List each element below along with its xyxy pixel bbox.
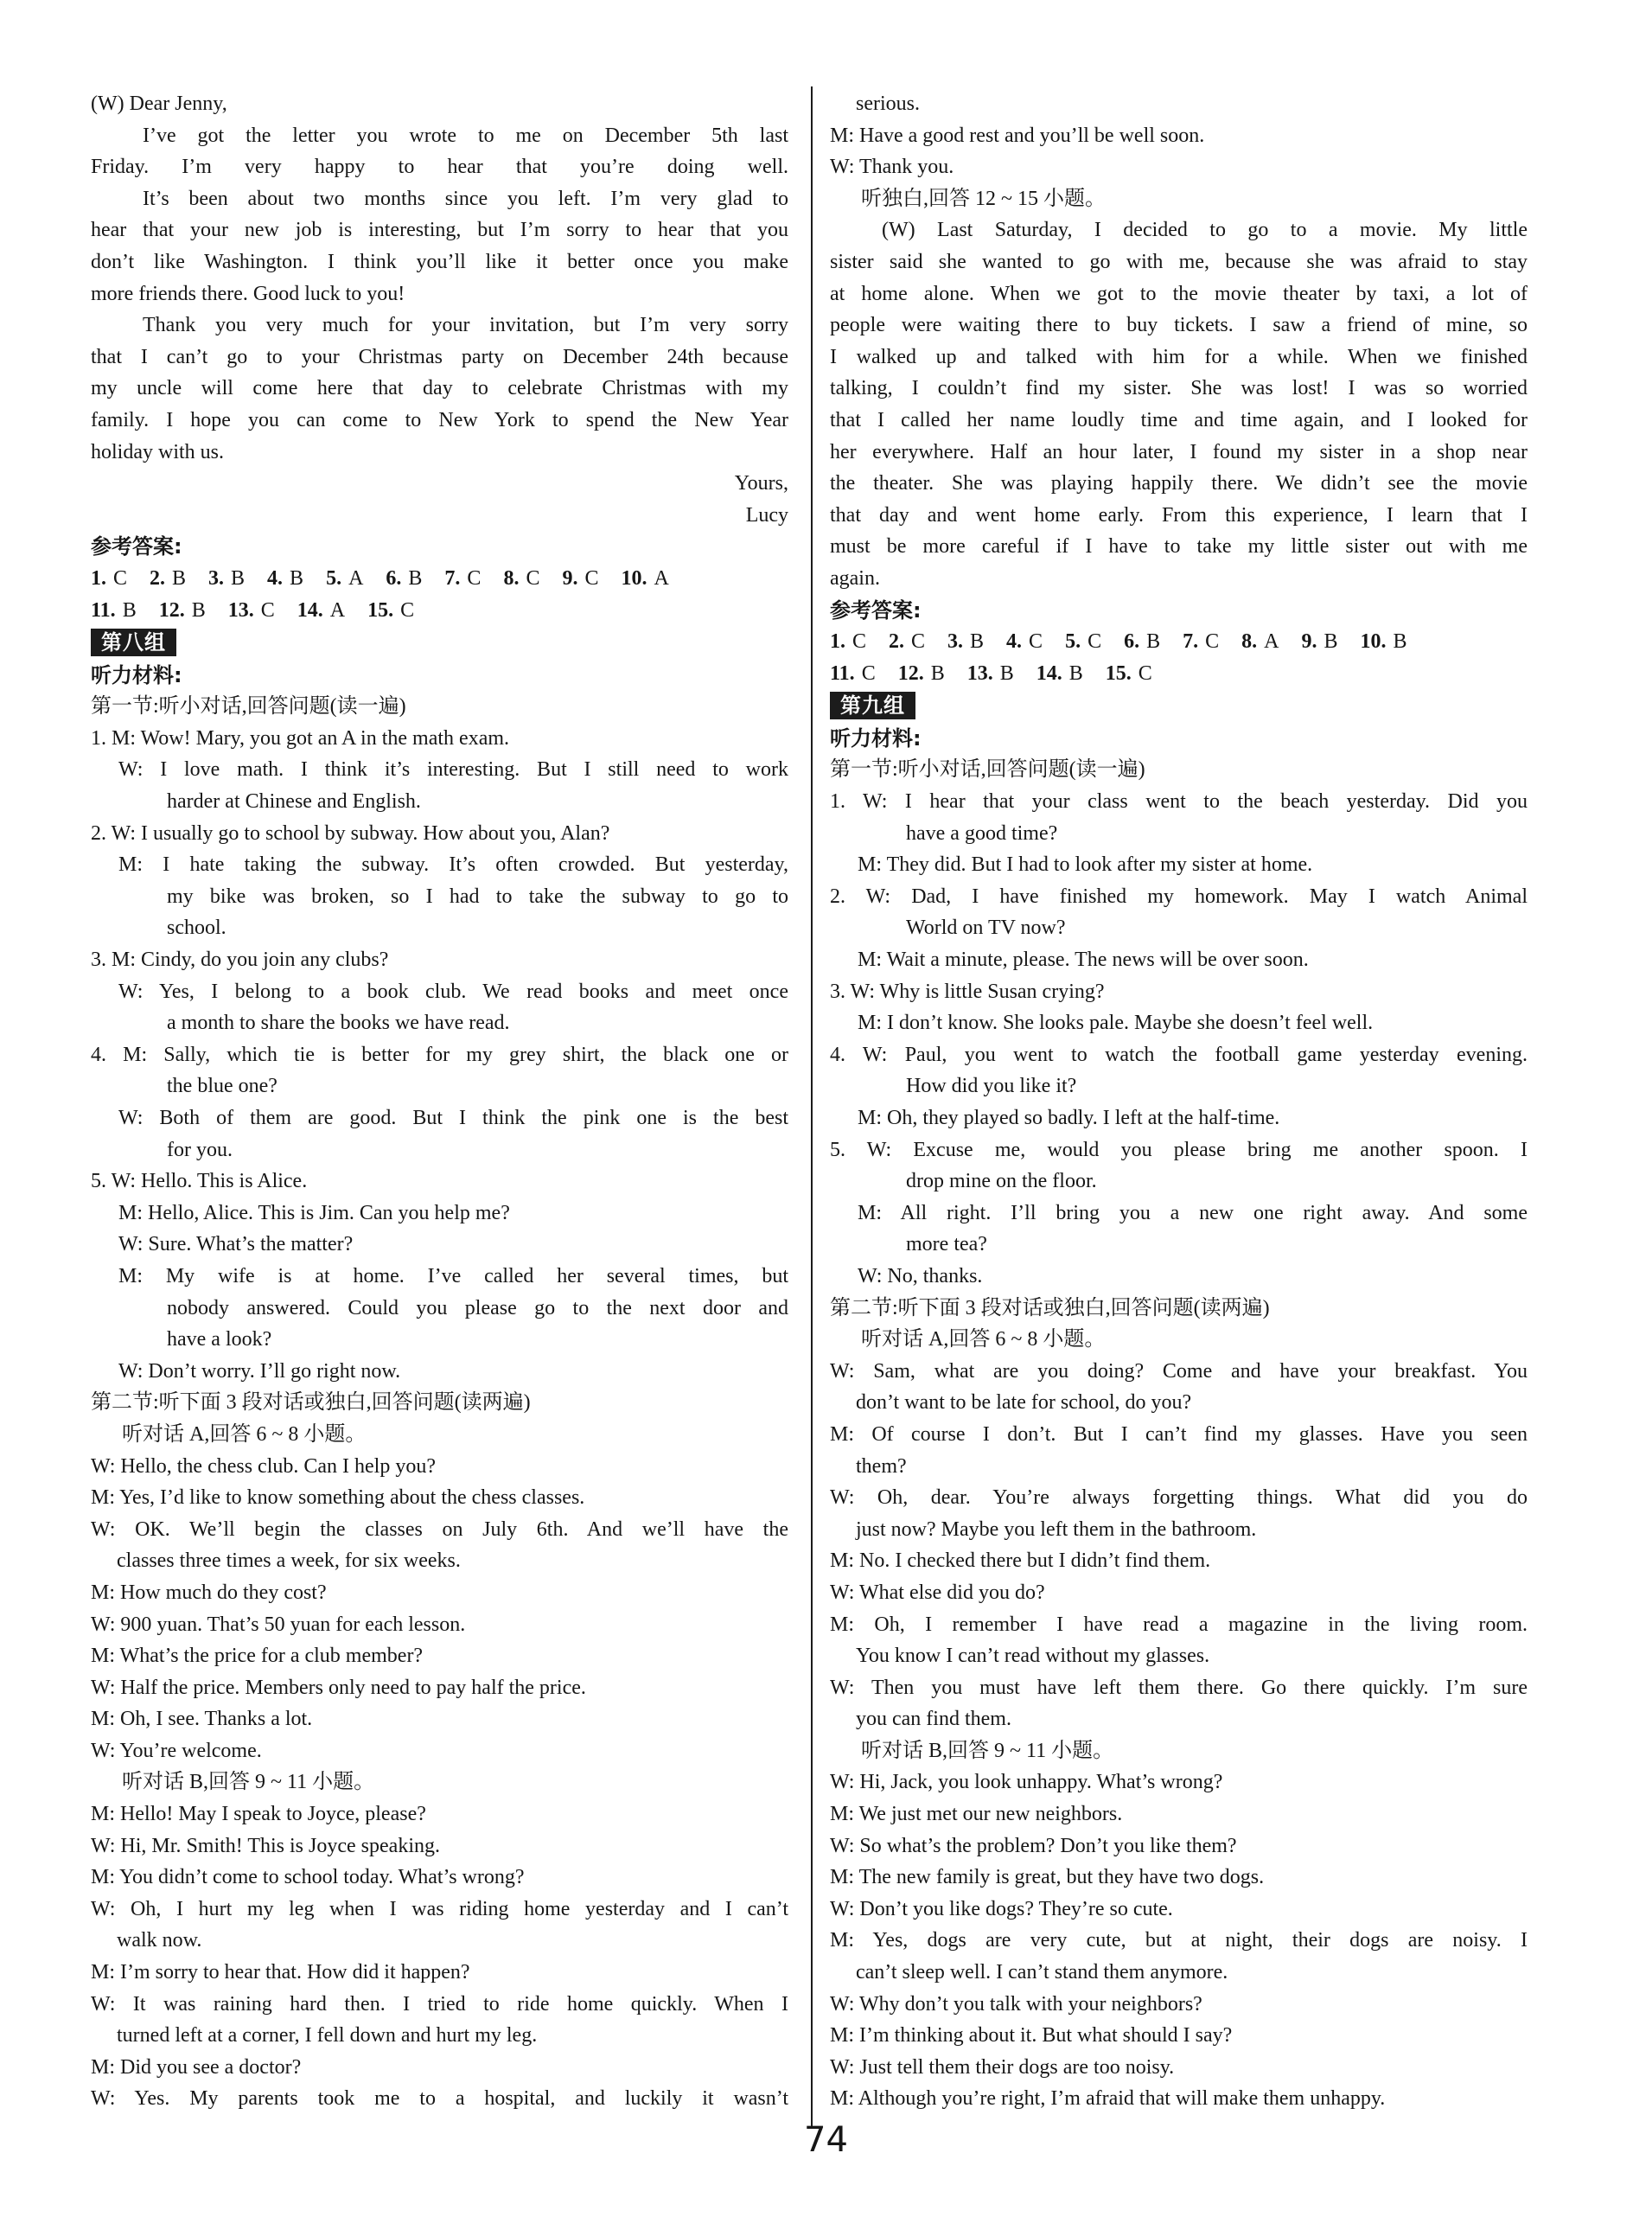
subsection-heading: 听对话 A,回答 6 ~ 8 小题。 [122, 1422, 367, 1446]
answer-item: 5. A [326, 566, 364, 590]
dialogue-line: You know I can’t read without my glasses. [856, 1645, 1210, 1668]
dialogue-line: a month to share the books we have read. [167, 1012, 510, 1035]
dialogue-line: classes three times a week, for six weeks. [117, 1549, 461, 1573]
section-heading: 第一节:听小对话,回答问题(读一遍) [830, 758, 1145, 782]
letter-line: Thank you very much for your invitation, but I’m very sorry [143, 314, 788, 337]
group-badge: 第九组 [830, 692, 915, 719]
dialogue-line: M: You didn’t come to school today. What’s wrong? [91, 1866, 525, 1889]
dialogue-line: for you. [167, 1138, 233, 1161]
dialogue-line: W: Then you must have left them there. Go there quickly. I’m sure [830, 1676, 1528, 1699]
dialogue-line: M: Hello! May I speak to Joyce, please? [91, 1803, 426, 1826]
page-number: 74 [804, 2120, 848, 2160]
dialogue-line: W: Why don’t you talk with your neighbors? [830, 1992, 1202, 2016]
answer-row [830, 658, 1528, 690]
left-column [91, 88, 788, 2115]
answer-item: 6. B [386, 566, 423, 590]
dialogue-line: school. [167, 917, 226, 940]
monologue-line: her everywhere. Half an hour later, I found my sister in a shop near [830, 440, 1528, 463]
letter-line: don’t like Washington. I think you’ll like it better once you make [91, 250, 788, 273]
dialogue-line: M: Hello, Alice. This is Jim. Can you help me? [118, 1201, 510, 1224]
dialogue-line: W: Hi, Jack, you look unhappy. What’s wrong? [830, 1771, 1223, 1794]
dialogue-line: W: No, thanks. [858, 1264, 983, 1287]
dialogue-line: W: Hi, Mr. Smith! This is Joyce speaking. [91, 1834, 440, 1857]
dialogue-line: serious. [856, 93, 920, 115]
dialogue-line: M: How much do they cost? [91, 1581, 327, 1604]
letter-line: hear that your new job is interesting, but I’m sorry to hear that you [91, 219, 788, 242]
letter-line: family. I hope you can come to New York to spend the New Year [91, 408, 788, 431]
dialogue-line: 2. W: I usually go to school by subway. How about you, Alan? [91, 821, 610, 845]
dialogue-line: M: Oh, they played so badly. I left at the half-time. [858, 1107, 1280, 1129]
dialogue-line: W: Sure. What’s the matter? [118, 1233, 354, 1256]
dialogue-line: W: Hello, the chess club. Can I help you? [91, 1454, 436, 1478]
monologue-line: again. [830, 566, 880, 590]
dialogue-line: 2. W: Dad, I have finished my homework. May I watch Animal [830, 885, 1528, 908]
letter-line: more friends there. Good luck to you! [91, 282, 405, 305]
dialogue-line: W: Oh, dear. You’re always forgetting things. What did you do [830, 1486, 1528, 1510]
dialogue-line: W: I love math. I think it’s interesting. But I still need to work [118, 758, 788, 782]
monologue-line: (W) Last Saturday, I decided to go to a movie. My little [882, 219, 1528, 242]
dialogue-line: M: All right. I’ll bring you a new one right away. And some [858, 1201, 1528, 1224]
monologue-line: must be more careful if I have to take my little sister out with me [830, 535, 1528, 559]
answer-item: 7. C [1183, 630, 1220, 654]
dialogue-line: the blue one? [167, 1075, 277, 1098]
answer-item: 8. A [1241, 630, 1279, 654]
dialogue-line: W: Thank you. [830, 156, 954, 179]
dialogue-line: walk now. [117, 1929, 202, 1952]
answer-item: 1. C [830, 630, 867, 654]
letter-signature: Lucy [745, 503, 788, 527]
dialogue-line: W: Both of them are good. But I think the pink one is the best [118, 1107, 788, 1129]
answer-row [830, 626, 1528, 658]
dialogue-line: turned left at a corner, I fell down and hurt my leg. [117, 2024, 538, 2048]
dialogue-line: M: We just met our new neighbors. [830, 1803, 1123, 1826]
answer-row [91, 563, 788, 595]
right-column [830, 88, 1528, 2115]
letter-line: Friday. I’m very happy to hear that you’re doing well. [91, 156, 788, 179]
dialogue-line: M: No. I checked there but I didn’t find them. [830, 1549, 1211, 1573]
answer-item: 5. C [1065, 630, 1102, 654]
letter-line: my uncle will come here that day to celebrate Christmas with my [91, 377, 788, 400]
dialogue-line: can’t sleep well. I can’t stand them anymore. [856, 1961, 1228, 1984]
dialogue-line: W: So what’s the problem? Don’t you like them? [830, 1834, 1237, 1857]
subsection-heading: 听对话 A,回答 6 ~ 8 小题。 [861, 1328, 1106, 1351]
dialogue-line: M: I’m sorry to hear that. How did it happen? [91, 1961, 470, 1984]
answer-item: 10. A [621, 566, 669, 590]
dialogue-line: W: Just tell them their dogs are too noisy. [830, 2055, 1175, 2079]
letter-line: that I can’t go to your Christmas party on December 24th because [91, 345, 788, 368]
answer-item: 14. B [1036, 661, 1083, 685]
answer-item: 3. B [208, 566, 246, 590]
monologue-line: people were waiting there to buy tickets. I saw a friend of mine, so [830, 314, 1528, 337]
dialogue-line: M: Of course I don’t. But I can’t find my glasses. Have you seen [830, 1422, 1528, 1446]
dialogue-line: W: Sam, what are you doing? Come and have your breakfast. You [830, 1359, 1528, 1383]
answer-item: 1. C [91, 566, 128, 590]
dialogue-line: M: My wife is at home. I’ve called her several times, but [118, 1264, 788, 1287]
column-divider [811, 86, 813, 2127]
answer-item: 9. C [562, 566, 599, 590]
group-badge: 第八组 [91, 629, 176, 656]
dialogue-line: 1. W: I hear that your class went to the beach yesterday. Did you [830, 790, 1528, 814]
answer-item: 15. C [367, 598, 415, 622]
dialogue-line: How did you like it? [906, 1075, 1077, 1098]
dialogue-line: W: Yes. My parents took me to a hospital, and luckily it wasn’t [91, 2087, 788, 2111]
dialogue-line: W: It was raining hard then. I tried to ride home quickly. When I [91, 1992, 788, 2016]
answer-item: 13. B [966, 661, 1014, 685]
dialogue-line: drop mine on the floor. [906, 1170, 1097, 1193]
dialogue-line: W: Yes, I belong to a book club. We read books and meet once [118, 980, 788, 1003]
section-heading: 第一节:听小对话,回答问题(读一遍) [91, 695, 406, 719]
material-heading: 听力材料: [91, 662, 182, 687]
dialogue-line: more tea? [906, 1233, 987, 1256]
monologue-line: that I called her name loudly time and time again, and I looked for [830, 408, 1528, 431]
dialogue-line: W: Oh, I hurt my leg when I was riding home yesterday and I can’t [91, 1897, 788, 1920]
answer-item: 2. C [889, 630, 926, 654]
dialogue-line: 5. W: Excuse me, would you please bring me another spoon. I [830, 1138, 1528, 1161]
subsection-heading: 听对话 B,回答 9 ~ 11 小题。 [861, 1739, 1114, 1762]
dialogue-line: M: Although you’re right, I’m afraid that will make them unhappy. [830, 2087, 1386, 2111]
dialogue-line: M: Yes, I’d like to know something about the chess classes. [91, 1486, 585, 1510]
answer-item: 7. C [444, 566, 482, 590]
answer-item: 3. B [947, 630, 985, 654]
letter-closing: Yours, [734, 472, 788, 495]
dialogue-line: 5. W: Hello. This is Alice. [91, 1170, 308, 1193]
dialogue-line: M: I don’t know. She looks pale. Maybe she doesn’t feel well. [858, 1012, 1374, 1035]
dialogue-line: you can find them. [856, 1708, 1011, 1731]
letter-line: holiday with us. [91, 440, 224, 463]
answer-item: 12. B [158, 598, 206, 622]
dialogue-line: 4. M: Sally, which tie is better for my grey shirt, the black one or [91, 1043, 788, 1066]
dialogue-line: M: The new family is great, but they have two dogs. [830, 1866, 1265, 1889]
dialogue-line: 1. M: Wow! Mary, you got an A in the math exam. [91, 726, 510, 750]
monologue-line: that day and went home early. From this experience, I learn that I [830, 503, 1528, 527]
dialogue-line: harder at Chinese and English. [167, 790, 421, 814]
answer-item: 4. B [267, 566, 304, 590]
dialogue-line: them? [856, 1454, 907, 1478]
letter-line: I’ve got the letter you wrote to me on December 5th last [143, 124, 788, 147]
dialogue-line: W: What else did you do? [830, 1581, 1045, 1604]
subsection-heading: 听独白,回答 12 ~ 15 小题。 [861, 187, 1106, 210]
material-heading: 听力材料: [830, 725, 922, 751]
answer-row [91, 595, 788, 627]
letter-line: It’s been about two months since you left. I’m very glad to [143, 187, 788, 210]
section-heading: 第二节:听下面 3 段对话或独白,回答问题(读两遍) [830, 1296, 1270, 1319]
answer-item: 10. B [1360, 630, 1407, 654]
dialogue-line: W: Don’t you like dogs? They’re so cute. [830, 1897, 1173, 1920]
dialogue-line: don’t want to be late for school, do you? [856, 1391, 1192, 1415]
section-heading: 第二节:听下面 3 段对话或独白,回答问题(读两遍) [91, 1391, 531, 1415]
answer-item: 13. C [227, 598, 275, 622]
answer-item: 2. B [150, 566, 187, 590]
monologue-line: the theater. She was playing happily there. We didn’t see the movie [830, 472, 1528, 495]
answer-heading: 参考答案: [91, 534, 182, 559]
dialogue-line: 4. W: Paul, you went to watch the football game yesterday evening. [830, 1043, 1528, 1066]
monologue-line: I walked up and talked with him for a while. When we finished [830, 345, 1528, 368]
dialogue-line: 3. M: Cindy, do you join any clubs? [91, 949, 389, 972]
answer-item: 8. C [503, 566, 540, 590]
dialogue-line: just now? Maybe you left them in the bathroom. [856, 1517, 1257, 1541]
answer-item: 14. A [297, 598, 346, 622]
dialogue-line: M: Yes, dogs are very cute, but at night, their dogs are noisy. I [830, 1929, 1528, 1952]
answer-item: 4. C [1006, 630, 1043, 654]
dialogue-line: W: Don’t worry. I’ll go right now. [118, 1359, 401, 1383]
answer-item: 11. B [91, 598, 137, 622]
dialogue-line: W: You’re welcome. [91, 1739, 262, 1762]
answer-item: 6. B [1124, 630, 1161, 654]
dialogue-line: have a good time? [906, 821, 1058, 845]
dialogue-line: M: Oh, I see. Thanks a lot. [91, 1708, 313, 1731]
dialogue-line: W: Half the price. Members only need to pay half the price. [91, 1676, 586, 1699]
dialogue-line: M: I hate taking the subway. It’s often crowded. But yesterday, [118, 853, 788, 877]
answer-item: 11. C [830, 661, 876, 685]
answer-heading: 参考答案: [830, 597, 922, 623]
answer-item: 15. C [1105, 661, 1152, 685]
answer-item: 9. B [1301, 630, 1338, 654]
monologue-line: at home alone. When we got to the movie theater by taxi, a lot of [830, 282, 1528, 305]
dialogue-line: M: Have a good rest and you’ll be well soon. [830, 124, 1205, 147]
dialogue-line: M: What’s the price for a club member? [91, 1645, 424, 1668]
dialogue-line: M: I’m thinking about it. But what should I say? [830, 2024, 1233, 2048]
answer-item: 12. B [897, 661, 945, 685]
subsection-heading: 听对话 B,回答 9 ~ 11 小题。 [122, 1771, 375, 1794]
dialogue-line: M: Wait a minute, please. The news will be over soon. [858, 949, 1309, 972]
monologue-line: talking, I couldn’t find my sister. She was lost! I was so worried [830, 377, 1528, 400]
dialogue-line: M: Oh, I remember I have read a magazine in the living room. [830, 1613, 1528, 1636]
dialogue-line: have a look? [167, 1328, 272, 1351]
dialogue-line: 3. W: Why is little Susan crying? [830, 980, 1105, 1003]
monologue-line: sister said she wanted to go with me, because she was afraid to stay [830, 250, 1528, 273]
letter-salutation: (W) Dear Jenny, [91, 93, 227, 115]
dialogue-line: W: OK. We’ll begin the classes on July 6th. And we’ll have the [91, 1517, 788, 1541]
dialogue-line: my bike was broken, so I had to take the subway to go to [167, 885, 788, 908]
dialogue-line: World on TV now? [906, 917, 1066, 940]
dialogue-line: M: They did. But I had to look after my sister at home. [858, 853, 1313, 877]
dialogue-line: nobody answered. Could you please go to the next door and [167, 1296, 788, 1319]
dialogue-line: M: Did you see a doctor? [91, 2055, 302, 2079]
dialogue-line: W: 900 yuan. That’s 50 yuan for each lesson. [91, 1613, 466, 1636]
